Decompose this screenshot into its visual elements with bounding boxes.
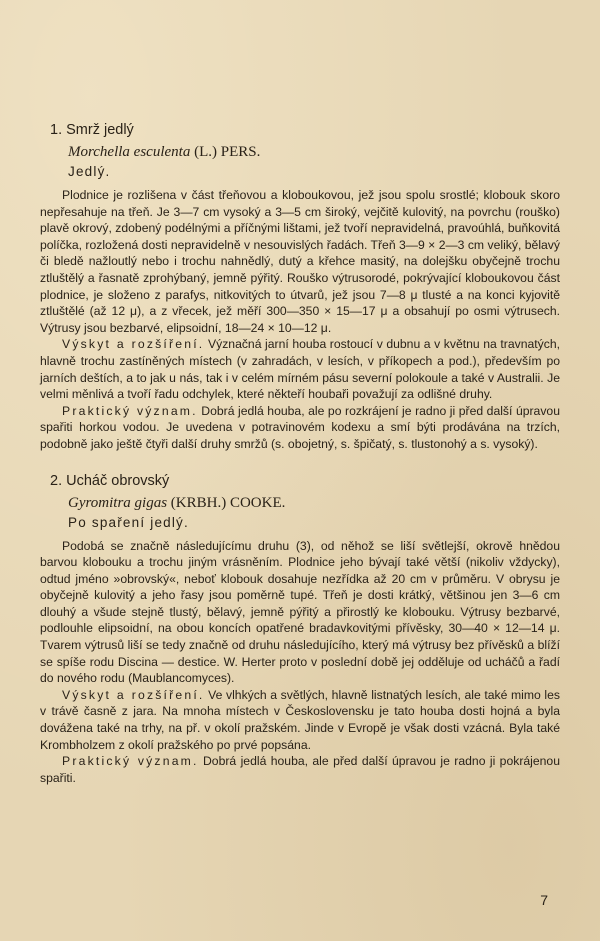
scientific-genus: Gyromitra gigas xyxy=(68,494,168,511)
occurrence-paragraph xyxy=(40,336,560,402)
paragraph-text: Význačná jarní houba rostoucí v dubnu a v květnu na travnatých, hlavně trochu zastíněných místech (v zahradách, v lesích, v příkopech a pod.), především po jarních deštích, a to jak u nás, tak i v celém mírném pásu severní polokoule a také v Australii. Je velmi měnlivá a tvoří řadu odchylek, které někteří houbaři považují za odlišné druhy. xyxy=(40,337,561,402)
species-section-morel xyxy=(40,122,560,453)
description-paragraph xyxy=(40,187,560,336)
practical-paragraph xyxy=(40,753,560,786)
paragraph-text: Dobrá jedlá houba, ale po rozkrájení je radno ji před další úpravou spařiti horkou vodou. Je uvedena v potravinovém kodexu a smí býti prodávána na trzích, podobně jako ještě čtyři další druhy smržů (s. obojetný, s. špičatý, s. tlustonohý a s. vysoký). xyxy=(40,403,560,451)
paragraph-lead: Výskyt a rozšíření. xyxy=(62,687,205,702)
paragraph-lead: Praktický význam. xyxy=(62,754,199,769)
paragraph-text: Podobá se značně následujícímu druhu (3), od něhož se liší světlejší, okrově hnědou barvou klobouku a trochu jiným vrásněním. Plodnice jeho bývají také větší (nikoliv vždycky), odtud jméno »obrovský«, neboť klobouk dosahuje nezřídka až 20 cm v průměru. V obrysu je obyčejně kulovitý a jeho řasy jsou poměrně tupé. Třeň je dosti krátký, většinou jen 3—6 cm dlouhý a všude stejně tlustý, bělavý, jemně pýřitý a přirostlý ke klobouku. Výtrusy bezbarvé, podlouhle elipsoidní, na obou koncích opatřené bradavkovitými přívěsky, 30—40 × 12—14 μ. Tvarem výtrusů liší se tedy značně od druhu následujícího, který má výtrusy bez přívěsků a blíží se spíše rodu Discina — destice. W. Herter proto v poslední době jej odděluje od ucháčů a řadí do nového rodu (Maublancomyces). xyxy=(40,538,560,686)
paragraph-text: Ve vlhkých a světlých, hlavně listnatých lesích, ale také mimo les v trávě časně z jara. Na mnoha místech v Československu je tato houba dosti hojná a byla dovážena také na trhy, na př. v okolí pražském. Jinde v Evropě je však dosti vzácná. Byla také Krombholzem z okolí pražského po prvé popsána. xyxy=(40,687,560,752)
paragraph-text: Plodnice je rozlišena v část třeňovou a kloboukovou, jež jsou spolu srostlé; klobouk skoro nepřesahuje na třeň. Je 3—7 cm vysoký a 3—5 cm široký, vejčitě kulovitý, na povrchu (rouško) plavě okrový, zdobený podélnými a příčnými lištami, jež tvoří nepravidelná, pravoúhlá, buňkovitá políčka, rozložená dosti nepravidelně v nesouvislých řadách. Třeň 3—9 × 2—3 cm veliký, bělavý či bledě nažloutlý nebo i trochu nahnědlý, dutý a křehce masitý, na dolejšku obyčejně trochu ztluštělý a řasnatě zprohýbaný, jemně pýřitý. Rouško výtrusorodé, pokrývající kloboukovou část plodnice, je složeno z parafys, nitkovitých to útvarů, jež jsou 7—8 μ tlusté a na konci kyjovitě ztluštělé (až 12 μ), a z vřecek, jež měří 300—350 × 15—17 μ a obsahují po osmi výtrusech. Výtrusy jsou bezbarvé, elipsoidní, 18—24 × 10—12 μ. xyxy=(40,188,560,335)
edibility-label: Jedlý. xyxy=(68,164,111,179)
paragraph-lead: Výskyt a rozšíření. xyxy=(62,337,205,352)
page-number: 7 xyxy=(540,892,548,908)
page-body xyxy=(40,122,560,802)
paragraph-text: Dobrá jedlá houba, ale před další úpravou je radno ji pokrájenou spařiti. xyxy=(40,754,560,785)
edibility-label: Po spaření jedlý. xyxy=(68,514,189,530)
species-section-gyromitra xyxy=(40,473,560,787)
scientific-author: (KRBH.) COOKE. xyxy=(167,494,286,511)
scientific-genus: Morchella esculenta xyxy=(68,144,191,160)
practical-paragraph xyxy=(40,403,560,453)
scientific-author: (L.) PERS. xyxy=(190,144,261,160)
species-title: 2. Ucháč obrovský xyxy=(50,472,170,489)
description-paragraph xyxy=(40,538,560,687)
occurrence-paragraph xyxy=(40,687,560,753)
paragraph-lead: Praktický význam. xyxy=(62,403,198,418)
scientific-name xyxy=(68,144,560,161)
scientific-name xyxy=(68,495,560,512)
species-title: 1. Smrž jedlý xyxy=(50,122,134,138)
